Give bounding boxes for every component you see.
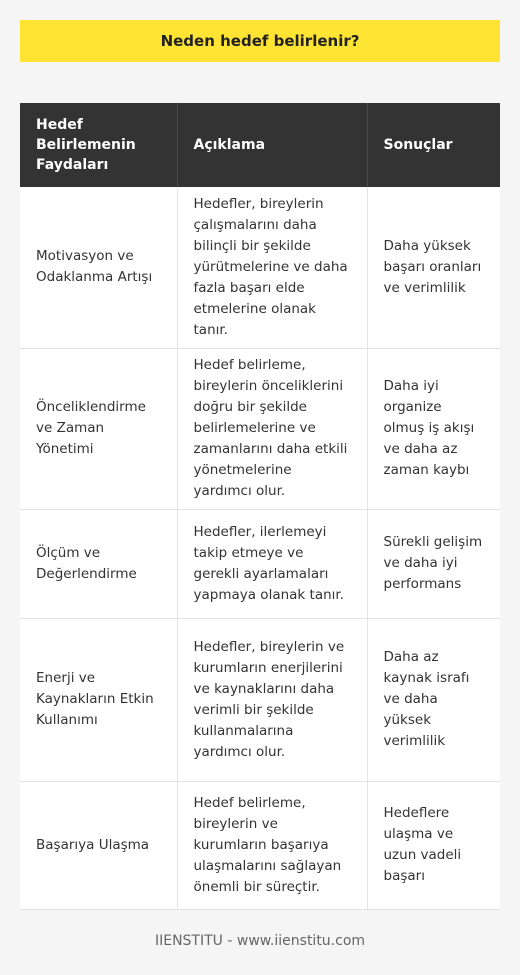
benefits-table — [20, 103, 500, 910]
table-row — [20, 618, 500, 781]
table-cell-benefit: Motivasyon ve Odaklanma Artışı — [20, 187, 177, 348]
table-cell-description: Hedefler, bireylerin ve kurumların enerjilerini ve kaynaklarını daha verimli bir şekilde kullanmalarına yardımcı olur. — [177, 618, 367, 781]
column-header-description: Açıklama — [177, 103, 367, 187]
table-row — [20, 187, 500, 348]
table-cell-result: Sürekli gelişim ve daha iyi performans — [367, 509, 500, 618]
table-cell-result: Daha iyi organize olmuş iş akışı ve daha az zaman kaybı — [367, 348, 500, 509]
table-cell-benefit: Önceliklendirme ve Zaman Yönetimi — [20, 348, 177, 509]
table-cell-description: Hedef belirleme, bireylerin ve kurumların başarıya ulaşmalarını sağlayan önemli bir süreçtir. — [177, 781, 367, 909]
column-header-results: Sonuçlar — [367, 103, 500, 187]
footer-credit: IIENSTITU - www.iienstitu.com — [154, 933, 366, 949]
table-cell-description: Hedef belirleme, bireylerin önceliklerini doğru bir şekilde belirlemelerine ve zamanlarını daha etkili yönetmelerine yardımcı olur. — [177, 348, 367, 509]
table-cell-result: Hedeflere ulaşma ve uzun vadeli başarı — [367, 781, 500, 909]
table-header-row — [20, 103, 500, 187]
table-cell-result: Daha az kaynak israfı ve daha yüksek verimlilik — [367, 618, 500, 781]
table-cell-result: Daha yüksek başarı oranları ve verimlilik — [367, 187, 500, 348]
table-row — [20, 348, 500, 509]
page-title: Neden hedef belirlenir? — [20, 20, 500, 62]
table-cell-benefit: Enerji ve Kaynakların Etkin Kullanımı — [20, 618, 177, 781]
table-cell-description: Hedefler, bireylerin çalışmalarını daha bilinçli bir şekilde yürütmelerine ve daha fazla başarı elde etmelerine olanak tanır. — [177, 187, 367, 348]
column-header-benefits: Hedef Belirlemenin Faydaları — [20, 103, 177, 187]
table-row — [20, 781, 500, 909]
table-row — [20, 509, 500, 618]
table-cell-benefit: Başarıya Ulaşma — [20, 781, 177, 909]
table-cell-benefit: Ölçüm ve Değerlendirme — [20, 509, 177, 618]
table-cell-description: Hedefler, ilerlemeyi takip etmeye ve gerekli ayarlamaları yapmaya olanak tanır. — [177, 509, 367, 618]
